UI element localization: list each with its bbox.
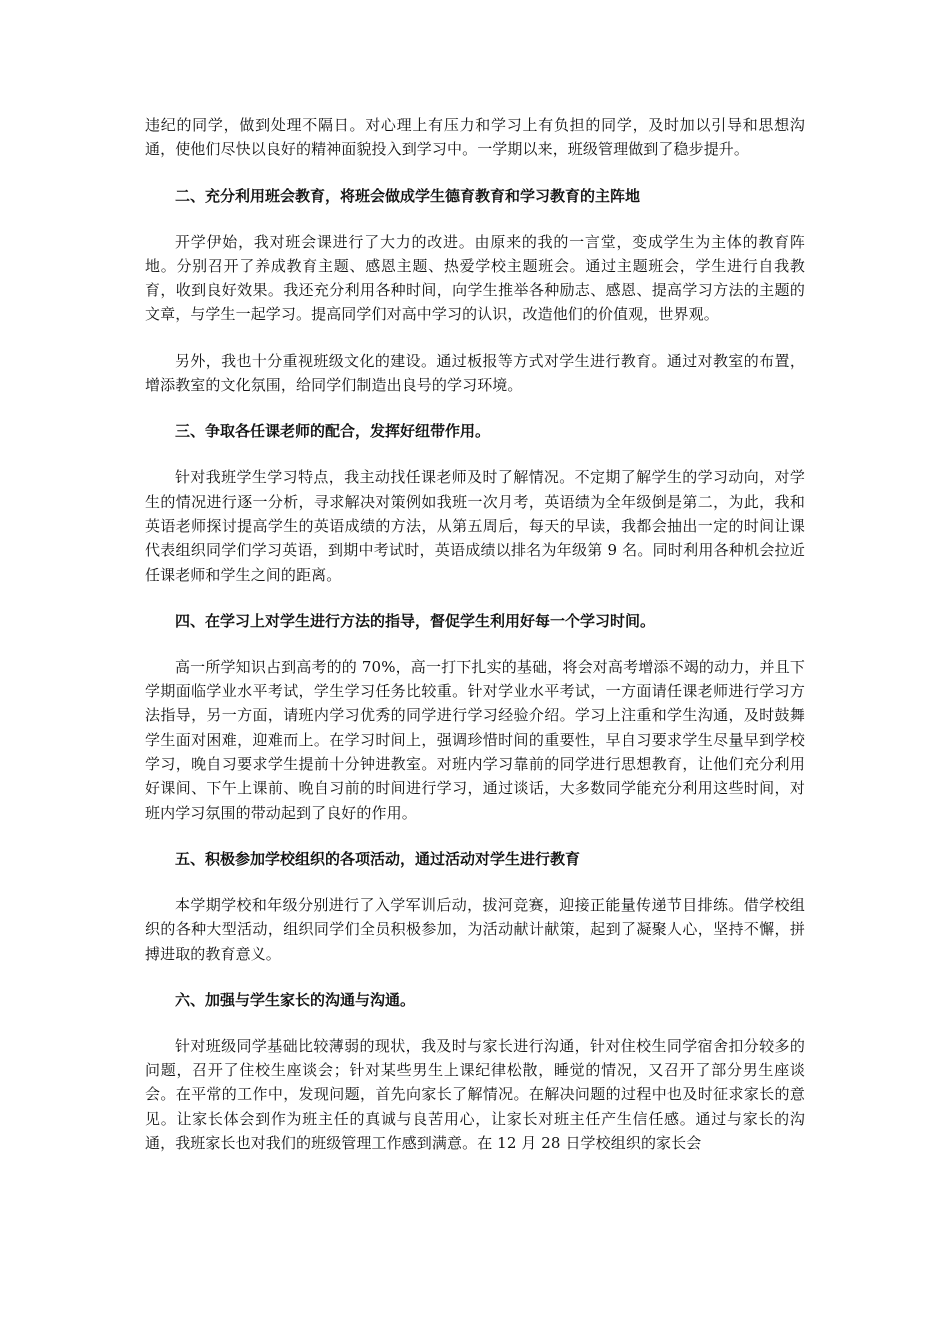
section-heading-4: 四、在学习上对学生进行方法的指导，督促学生利用好每一个学习时间。 xyxy=(175,611,656,630)
section-heading-2: 二、充分利用班会教育，将班会做成学生德育教育和学习教育的主阵地 xyxy=(175,186,641,205)
paragraph-2: 开学伊始，我对班会课进行了大力的改进。由原来的我的一言堂，变成学生为主体的教育阵地。分别召开了养成教育主题、感恩主题、热爱学校主题班会。通过主题班会，学生进行自我教育，收到良好效果。我还充分利用各种时间，向学生推举各种励志、感恩、提高学习方法的主题的文章，与学生一起学习。提高同学们对高中学习的认识，改造他们的价值观，世界观。 xyxy=(145,232,805,324)
section-heading-6: 六、加强与学生家长的沟通与沟通。 xyxy=(175,990,416,1009)
section-heading-3: 三、争取各任课老师的配合，发挥好纽带作用。 xyxy=(175,422,491,441)
section-heading-5: 五、积极参加学校组织的各项活动，通过活动对学生进行教育 xyxy=(175,849,581,868)
paragraph-1: 违纪的同学，做到处理不隔日。对心理上有压力和学习上有负担的同学，及时加以引导和思想沟通，使他们尽快以良好的精神面貌投入到学习中。一学期以来，班级管理做到了稳步提升。 xyxy=(145,116,805,159)
paragraph-6: 本学期学校和年级分别进行了入学军训后动，拔河竞赛，迎接正能量传递节目排练。借学校组织的各种大型活动，组织同学们全员积极参加，为活动献计献策，起到了凝聚人心，坚持不懈，拼搏进取的教育意义。 xyxy=(145,895,805,963)
paragraph-7: 针对班级同学基础比较薄弱的现状，我及时与家长进行沟通，针对住校生同学宿舍扣分较多的问题，召开了住校生座谈会；针对某些男生上课纪律松散，睡觉的情况，又召开了部分男生座谈会。在平常的工作中，发现问题，首先向家长了解情况。在解决问题的过程中也及时征求家长的意见。让家长体会到作为班主任的真诚与良苦用心，让家长对班主任产生信任感。通过与家长的沟通，我班家长也对我们的班级管理工作感到满意。在 12 月 28 日学校组织的家长会 xyxy=(145,1036,805,1153)
paragraph-5: 高一所学知识占到高考的的 70%，高一打下扎实的基础，将会对高考增添不竭的动力，并且下学期面临学业水平考试，学生学习任务比较重。针对学业水平考试，一方面请任课老师进行学习方法指导，另一方面，请班内学习优秀的同学进行学习经验介绍。学习上注重和学生沟通，及时鼓舞学生面对困难，迎难而上。在学习时间上，强调珍惜时间的重要性，早自习要求学生尽量早到学校学习，晚自习要求学生提前十分钟进教室。对班内学习靠前的同学进行思想教育，让他们充分利用好课间、下午上课前、晚自习前的时间进行学习，通过谈话，大多数同学能充分利用这些时间，对班内学习氛围的带动起到了良好的作用。 xyxy=(145,657,805,822)
paragraph-4: 针对我班学生学习特点，我主动找任课老师及时了解情况。不定期了解学生的学习动向，对学生的情况进行逐一分析，寻求解决对策例如我班一次月考，英语绩为全年级倒是第二，为此，我和英语老师探讨提高学生的英语成绩的方法，从第五周后，每天的早读，我都会抽出一定的时间让课代表组织同学们学习英语，到期中考试时，英语成绩以排名为年级第 9 名。同时利用各种机会拉近任课老师和学生之间的距离。 xyxy=(145,468,805,584)
document-body xyxy=(145,113,805,1155)
paragraph-3: 另外，我也十分重视班级文化的建设。通过板报等方式对学生进行教育。通过对教室的布置，增添教室的文化氛围，给同学们制造出良号的学习环境。 xyxy=(145,351,805,395)
